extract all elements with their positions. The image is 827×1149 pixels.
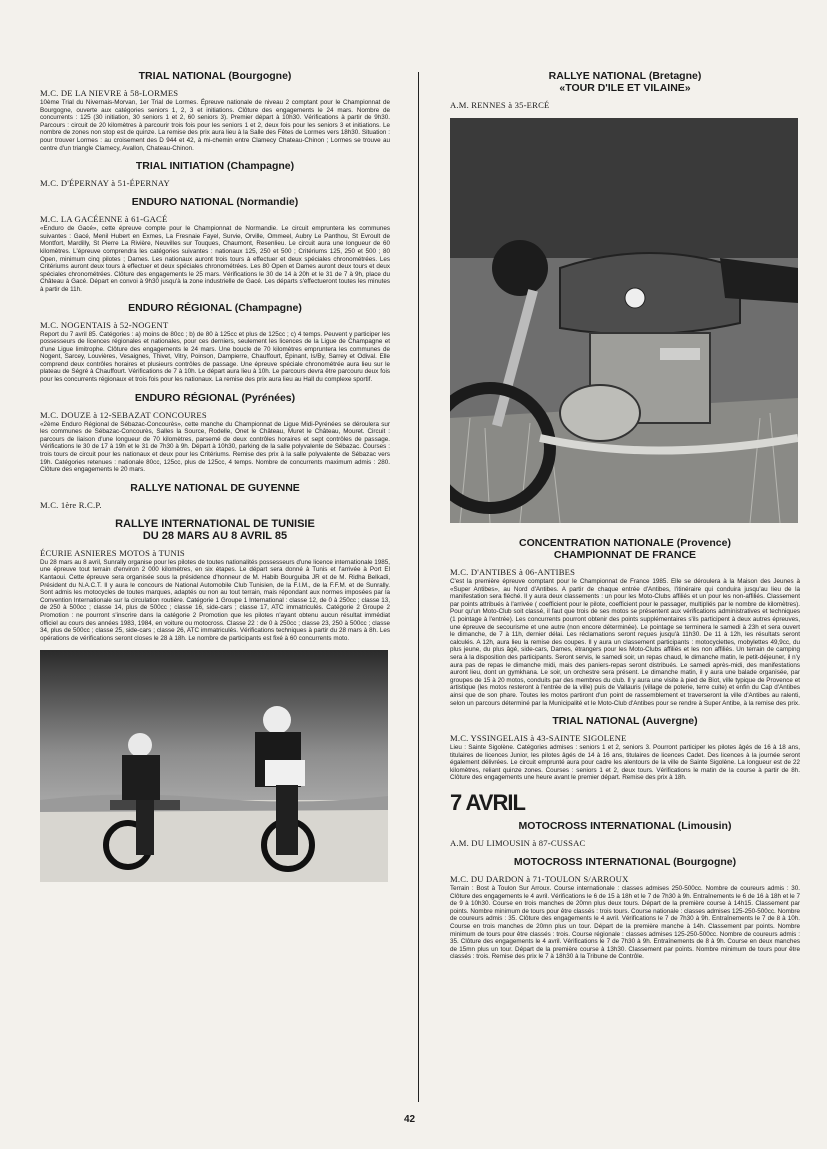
section-rallye-guyenne: [40, 482, 390, 510]
page-number: 42: [404, 1114, 416, 1125]
club-name: ÉCURIE ASNIERES MOTOS à TUNIS: [40, 547, 185, 558]
section-title-sub: (Normandie): [236, 196, 299, 209]
club-name: M.C. YSSINGELAIS à 43-SAINTE SIGOLENE: [450, 733, 627, 744]
section-title-main: MOTOCROSS INTERNATIONAL: [513, 856, 671, 869]
section-title-sub: (Bourgogne): [673, 856, 737, 869]
section-body: «Enduro de Gacé», cette épreuve compte pour le Championnat de Normandie. Le circuit empruntera les communes suivantes : Gacé, Menil Hubert en Exmes, La Fresnaie Fayel, Survie, Orville, Ommeel, Aubry Le Panthou, St Evroult de Montfort, Mardilly, St Pierre La Rivière, Neuvilles sur Touques, Chaumont, Resenlieu. Le circuit aura une longueur de 60 kilomètres. L'épreuve comprendra les catégories suivantes : nationaux 125, 250 et 500 ; Critériums 125, 250 et 500 ; 80 Open, minimum cinq pilotes ; Dames. Les nationaux auront trois tours à effectuer et deux spéciales chronométrées. Les Critériums auront deux tours à effectuer et deux spéciales chronométrées. Les 80 Open et Dames auront deux tours et deux spéciales chronométrées. Clôture des engagements le 25 mars. Vérifications le 30 de 14 à 20h et le 31 de 7 à 9h, place du Château à Gacé. Départ en convoi à 9h30 jusqu'à la zone industrielle de Gacé. Les départs s'effectueront toutes les minutes à partir de 11h.: [40, 225, 390, 293]
rally-riders-image: [40, 650, 388, 882]
club-name: M.C. DE LA NIEVRE à 58-LORMES: [40, 88, 179, 98]
section-title-main: CONCENTRATION NATIONALE (Provence): [519, 537, 731, 549]
section-title: [450, 70, 800, 94]
club-name: M.C. 1ère R.C.P.: [40, 499, 102, 510]
section-title-sub: (Champagne): [227, 160, 295, 173]
section-title-sub: DU 28 MARS AU 8 AVRIL 85: [142, 529, 288, 542]
club-name: M.C. DOUZE à 12-SEBAZAT CONCOURES: [40, 409, 207, 420]
section-title-sub: (Auvergne): [642, 715, 698, 728]
section-title: [450, 856, 800, 868]
section-trial-champagne: [40, 160, 390, 188]
section-title: [40, 518, 390, 542]
section-enduro-champagne: [40, 302, 390, 384]
section-trial-auvergne: [450, 715, 800, 782]
date-heading: 7 AVRIL: [450, 790, 525, 816]
photo-rally-riders: [40, 650, 388, 882]
section-title-main: RALLYE NATIONAL (Bretagne): [548, 70, 702, 82]
column-divider: [418, 72, 419, 1102]
section-title: [40, 392, 390, 404]
section-body: Terrain : Bost à Toulon Sur Arroux. Course internationale : classes admises 250-500cc. Nombre de coureurs admis : 30. Clôture des engagements le 4 avril. Vérifications le 6 de 15 à 18h et le 7 de 7h30 à 9h. Entraînements le 6 de 16 à 18h et le 7 de 9 à 10h30. Course en trois manches de 20mn plus deux tours. Départ de la première course à 14h15. Classement par points. Nombre minimum de tours pour être classés : trois tours. Course nationale : classes admises 125-250-500cc. Nombre de coureurs admis : 35. Clôture des engagements le 4 avril. Vérifications le 7 de 7h30 à 9h. Entraînements le 7 de 8 à 10h. Course en trois manches de 20mn plus un tour. Départ de la première manche à 14h. Classement par points. Nombre minimum de tours pour être classés : trois. Course régionale : classes admises 125-250-500cc. Nombre de coureurs admis : 35. Clôture des engagements le 4 avril. Vérifications le 7 de 7h30 à 9h. Entraînements de 8 à 9h. Course en deux manches de 15mn plus un tour. Départ de la première course à 13h30. Classement par points. Nombre minimum de tours pour être classés : trois. Remise des prix le 7 à 18h30 à la Tribune de Contrôle.: [450, 885, 800, 961]
club-name: M.C. NOGENTAIS à 52-NOGENT: [40, 319, 169, 330]
section-title-main: ENDURO NATIONAL: [131, 196, 234, 209]
section-body: Du 28 mars au 8 avril, Sunrally organise pour les pilotes de toutes nationalités possesseurs d'une licence internationale 1985, une épreuve tout terrain d'environ 2 000 kilomètres, en six étapes. Le départ sera donné à Tunis et l'arrivée à Port El Kantaoui. Cette épreuve sera organisée sous la présidence d'honneur de M. Habib Bourguiba JR et de M. Ridha Belkadi, Président du N.A.C.T. Il y aura le concours de National Automobile Club Tunisien, de la F.I.M., de la F.F.M. et de Sunrally. Sont admis les motocycles de toutes marques, adaptés ou non au tout terrain, mais répondant aux normes imposées par la Convention Internationale sur la circulation routière. Catégorie 1 Groupe 1 International : classe 12, de 0 à 250cc ; classe 13, de 250 à 500cc ; classe 14, plus de 500cc ; classe 16, side-cars ; classe 17, ATC immatriculés. Catégorie 2 Groupe 2 Promotion : ne pourront s'inscrire dans la catégorie 2 Promotion que les pilotes n'ayant obtenu aucun résultat immédiat officiel au cours des années 1983, 1984, en voiture ou motocross. Classe 22 : de 0 à 250cc ; classe 23, 250 à 500cc ; classe 34, plus de 500cc ; classe 25, side-cars ; classe 26, ATC immatriculés. Vérifications techniques à partir du 28 mars à 8h. Les opérations de vérifications seront closes le 28 à 18h. Le nombre de participants est fixé à 60 concurrents moto.: [40, 558, 390, 642]
section-concentration-provence: [450, 537, 800, 707]
right-column: [450, 70, 800, 969]
section-motocross-limousin: [450, 820, 800, 848]
section-body: C'est la première épreuve comptant pour le Championnat de France 1985. Elle se déroulera à la Maison des Jeunes à «Super Antibes», au Nord d'Antibes. A partir de chaque entrée d'Antibes, l'itinéraire qui conduira jusqu'au lieu de la manifestation sera fléché. Il y aura deux classements : un pour les Moto-Clubs affiliés et un pour les non-affiliés. Classement par points attribués à l'arrivée ( coefficient pour le pilote, coefficient pour le passager, multipliés par le nombre de kilomètres). Pour qu'un Moto-Club soit classé, il faut que trois de ses motos se présentent aux vérifications administratives et techniques (1 pointage à l'entrée). Les concurrents pourront obtenir des points supplémentaires s'ils participent à deux autres épreuves, une épreuve de secourisme et une autre (non encore déterminée). Le pointage se terminera le samedi à 23h et sera ouvert le dimanche, de 7 à 11h, dernier délai. Les réclamations seront reçues jusqu'à 11h30. De 11 à 12h, les résultats seront calculés. A 12h, aura lieu la remise des coupes. Il y aura un classement participants : motocyclettes, mobylettes 49,9cc, du plus jeune, du plus âgé, side-cars, Dames, étrangers pour les Moto-Clubs affiliés et les non affiliés. Un terrain de camping sera à la disposition des participants. Seront servis, le samedi soir, un repas chaud, le dimanche matin, le petit-déjeuner, il n'y aura pas de repas le dimanche midi, mais des paniers-repas seront distribués. Le samedi après-midi, des manifestations auront lieu, dont un gymkhana. Le soir, un orchestre sera présent. Le dimanche matin, il y aura une balade organisée, par groupes de 15 à 20 motos, conduits par des membres du club. Il y aura une visite à pied de Biot, ville typique de Provence et artistique (les motos resteront à l'entrée de la ville) puis de Vallauris (village de poterie, terre cuite) et enfin du Cap d'Antibes ainsi que de son phare. Toutes les motos partiront d'un point de rassemblement et traverseront la ville d'Antibes au ralenti, selon un parcours déterminé par la Municipalité et le Moto-Club d'Antibes pour se rendre à Super Antibe, à la remise des prix.: [450, 578, 800, 707]
section-title-sub: (Bourgogne): [228, 70, 292, 82]
section-title-main: ENDURO RÉGIONAL: [134, 391, 239, 404]
section-title: [40, 302, 390, 314]
section-title-main: TRIAL NATIONAL: [552, 715, 640, 728]
section-title-sub: (Limousin): [677, 820, 732, 833]
section-body: «2ème Enduro Régional de Sébazac-Concourès», cette manche du Championnat de Ligue Midi-Pyrénées se déroulera sur les communes de Sébazac-Concourès, Salles la Source, Rodelle, Onet le Château, Muret le Château, Mouret. Circuit : parcours de liaison d'une longueur de 70 kilomètres, parsemé de deux contrôles horaires et sept contrôles de passage. Vérifications le 30 de 17 à 19h et le 31 de 7h30 à 9h. Départ à 10h30, parking de la salle polyvalente de Sébazac. Courses : trois tours de circuit pour les nationaux et deux pour les Critériums. Remise des prix à la salle polyvalente de Sébazac vers 19h. Catégories retenues : nationale 80cc, 125cc, plus de 125cc, 4 temps. Nombre de concurrents maximum admis : 280. Clôture des engagements le 20 mars.: [40, 420, 390, 474]
section-title-main: TRIAL NATIONAL: [138, 70, 226, 82]
section-title-main: TRIAL INITIATION: [135, 160, 225, 173]
section-title: [40, 70, 390, 82]
club-name: A.M. RENNES à 35-ERCÉ: [450, 100, 550, 110]
section-title-sub: (Champagne): [234, 301, 302, 314]
section-body: Report du 7 avril 85. Catégories : a) moins de 80cc ; b) de 80 à 125cc et plus de 125cc ; c) 4 temps. Peuvent y participer les possesseurs de licences régionales et nationales, pour ces derniers, seulement les licences de la Ligue de Champagne et d'une Ligue limitrophe. Clôture des engagements le 24 mars. Une boucle de 70 kilomètres empruntera les communes de Nogent, Sarcey, Louvières, Vesaignes, Thivet, Vitry, Poinson, Dampierre, Chauffourt, Épinant, Is/By, Sarrey et Odival. Elle comprend deux contrôles horaires et plusieurs contrôles de passage. Une épreuve spéciale chronométrée aura lieu sur le plateau de Ségré à Chauffourt. Vérifications de 7 à 10h. Le départ aura lieu à 10h. Le parcours devra être parcouru deux fois pour les concurrents régionaux et trois fois pour les nationaux. La remise des prix aura lieu au Hall du complexe sportif.: [40, 330, 390, 384]
section-title-sub: «TOUR D'ILE ET VILAINE»: [559, 82, 691, 94]
section-trial-bourgogne: [40, 70, 390, 152]
section-body: 10ème Trial du Nivernais-Morvan, 1er Trial de Lormes. Épreuve nationale de niveau 2 comptant pour le Championnat de Bourgogne, ouverte aux catégories seniors 1, 2, 3 et initiations. Clôture des engagements le 24 mars. Nombre de concurrents : 125 (30 initiation, 30 seniors 1 et 2, 60 seniors 3). Premier départ à 10h30. Vérifications à partir de 9h30. Parcours : circuit de 20 kilomètres à parcourir trois fois pour les seniors 1 et 2, deux fois pour les seniors 3 et initiations. Le nombre de zones non stop est de quinze. La remise des prix aura lieu à la Salle des Fêtes de Lormes vers 18h30. Situation : pour trouver Lormes : au croisement des D 944 et 42, à mi-chemin entre Clamecy Chateau-Chinon ; Lormes se trouve au centre d'un triangle Clamecy, Avallon, Chateau-Chinon.: [40, 99, 390, 152]
section-title-main: RALLYE NATIONAL DE GUYENNE: [130, 481, 300, 494]
left-column: [40, 70, 390, 882]
section-title: [40, 160, 390, 172]
section-title-main: MOTOCROSS INTERNATIONAL: [518, 820, 675, 833]
bmw-motorcycle-image: [450, 118, 798, 523]
section-enduro-pyrenees: [40, 392, 390, 474]
club-name: A.M. DU LIMOUSIN à 87-CUSSAC: [450, 838, 586, 849]
club-name: M.C. DU DARDON à 71-TOULON S/ARROUX: [450, 874, 629, 885]
section-motocross-bourgogne: [450, 856, 800, 961]
club-name: M.C. D'ÉPERNAY à 51-ÉPERNAY: [40, 178, 170, 189]
section-title: [450, 537, 800, 561]
section-title-sub: (Pyrénées): [241, 391, 296, 404]
section-body: Lieu : Sainte Sigolène. Catégories admises : seniors 1 et 2, seniors 3. Pourront participer les pilotes âgés de 16 à 18 ans, titulaires de licences Junior, les pilotes âgés de 14 à 16 ans, titulaires de licences Cadet. Des licences à la journée seront également délivrées. Le circuit emprunté aura pour cadre les alentours de la ville de Sainte Sigolène. La longueur est de 22 kilomètres, reliant quinze zones. Courses : seniors 1 et 2, deux tours. Vérifications le matin de la course à partir de 8h. Clôture des engagements une heure avant le premier départ. Remise des prix à 18h.: [450, 744, 800, 782]
section-title-main: ENDURO RÉGIONAL: [128, 301, 232, 314]
section-title-main: RALLYE INTERNATIONAL DE TUNISIE: [115, 517, 315, 530]
photo-bmw-motorcycle: [450, 118, 798, 523]
section-title: [40, 482, 390, 494]
section-rallye-tunisie: [40, 518, 390, 643]
section-title: [40, 196, 390, 208]
section-title-sub: CHAMPIONNAT DE FRANCE: [553, 549, 697, 561]
club-name: M.C. D'ANTIBES à 06-ANTIBES: [450, 567, 576, 577]
section-title: [450, 715, 800, 727]
section-enduro-normandie: [40, 196, 390, 293]
section-rallye-bretagne: [450, 70, 800, 110]
section-title: [450, 820, 800, 832]
club-name: M.C. LA GACÉENNE à 61-GACÉ: [40, 214, 168, 225]
